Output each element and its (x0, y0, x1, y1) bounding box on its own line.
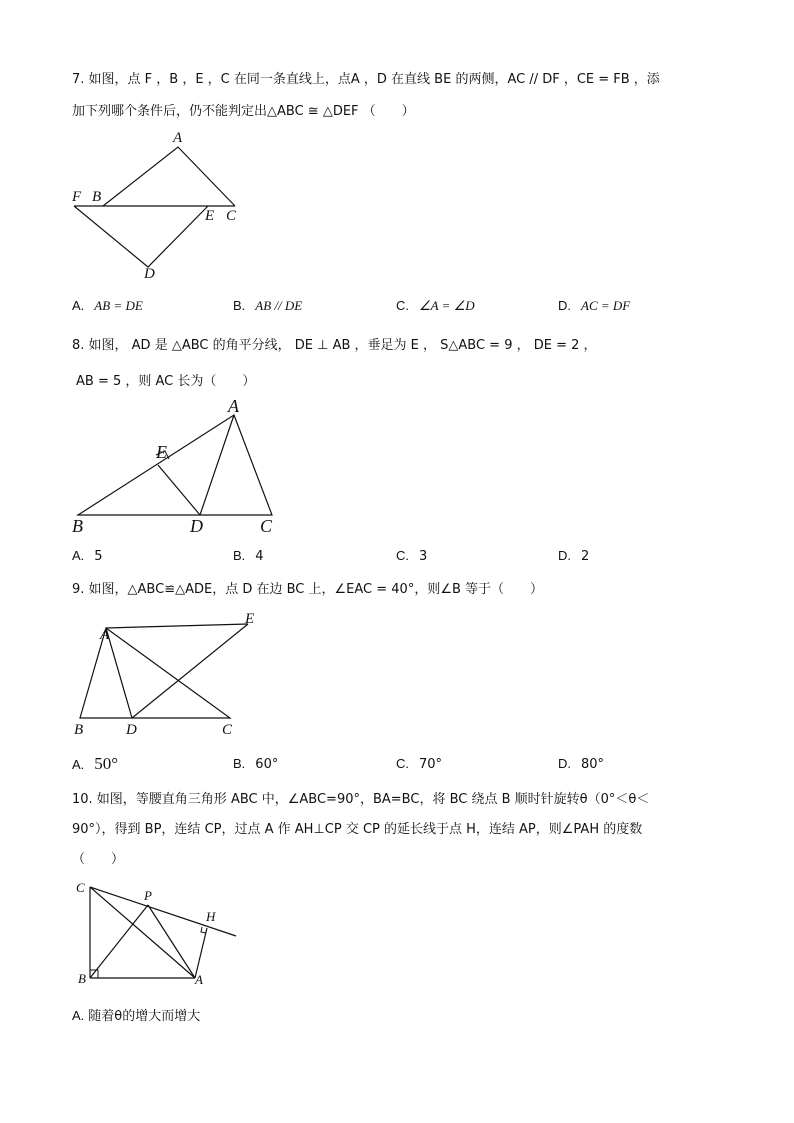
q10-stem-line1: 10. 如图，等腰直角三角形 ABC 中，∠ABC=90°，BA=BC，将 BC 绕点 B 顺时针旋转θ（0°＜θ＜ (72, 792, 650, 807)
q10-stem-line3: （ ） (72, 852, 125, 867)
q7-option-d[interactable]: D. AC = DF (558, 298, 631, 313)
q8-option-d[interactable]: D. 2 (558, 548, 590, 564)
q7-figure (60, 125, 260, 285)
q7-option-a[interactable]: A. AB = DE (72, 298, 143, 313)
q7-label-F: F (72, 189, 82, 205)
q8-stem-line1: 8. 如图， AD 是 △ABC 的角平分线， DE ⊥ AB ，垂足为 E ， S△ABC = 9 ， DE = 2 ， (72, 338, 597, 353)
q7-option-b[interactable]: B. AB // DE (233, 298, 303, 313)
q9-label-E: E (245, 611, 255, 627)
q8-option-c[interactable]: C. 3 (396, 548, 428, 564)
q9-figure (60, 605, 280, 740)
q8-label-D: D (190, 516, 203, 536)
q8-label-B: B (72, 516, 83, 536)
q9-label-B: B (74, 722, 84, 738)
q8-figure (60, 395, 290, 540)
q9-label-A: A (100, 627, 110, 643)
q10-label-P: P (144, 888, 152, 903)
q10-label-H: H (206, 909, 216, 924)
q9-label-D: D (126, 722, 137, 738)
q9-option-c[interactable]: C. 70° (396, 756, 443, 772)
q9-option-d[interactable]: D. 80° (558, 756, 605, 772)
q8-option-b[interactable]: B. 4 (233, 548, 264, 564)
q10-label-C: C (76, 880, 85, 895)
q9-stem-line1: 9. 如图，△ABC≌△ADE，点 D 在边 BC 上，∠EAC = 40°，则∠B 等于（ ） (72, 582, 544, 597)
q9-option-b[interactable]: B. 60° (233, 756, 279, 772)
q8-stem-line2: AB = 5 ，则 AC 长为（ ） (76, 374, 256, 389)
q8-option-a[interactable]: A. 5 (72, 548, 103, 564)
q10-option-a[interactable]: A. 随着θ的增大而增大 (72, 1008, 201, 1024)
q10-stem-line2: 90°），得到 BP，连结 CP，过点 A 作 AH⊥CP 交 CP 的延长线于点 H，连结 AP，则∠PAH 的度数 (72, 822, 643, 837)
q7-option-c[interactable]: C. ∠A = ∠D (396, 298, 475, 313)
q7-label-B: B (92, 189, 102, 205)
q9-label-C: C (222, 722, 233, 738)
q7-label-E: E (205, 208, 215, 224)
q10-label-B: B (78, 971, 86, 986)
q7-stem-line1: 7. 如图，点 F ，B ，E ，C 在同一条直线上，点A ，D 在直线 BE 的两侧，AC // DF ，CE = FB ，添 (72, 72, 660, 87)
q7-label-C: C (226, 208, 237, 224)
q7-stem-line2: 加下列哪个条件后，仍不能判定出△ABC ≅ △DEF （ ） (72, 104, 415, 119)
q10-figure (60, 870, 250, 995)
q7-label-A: A (173, 130, 183, 146)
q10-label-A: A (195, 972, 203, 987)
q7-label-D: D (144, 266, 155, 282)
q9-option-a[interactable]: A. 50° (72, 754, 119, 773)
q8-label-C: C (260, 516, 273, 536)
q8-label-E: E (156, 442, 167, 462)
q8-label-A: A (228, 396, 239, 416)
